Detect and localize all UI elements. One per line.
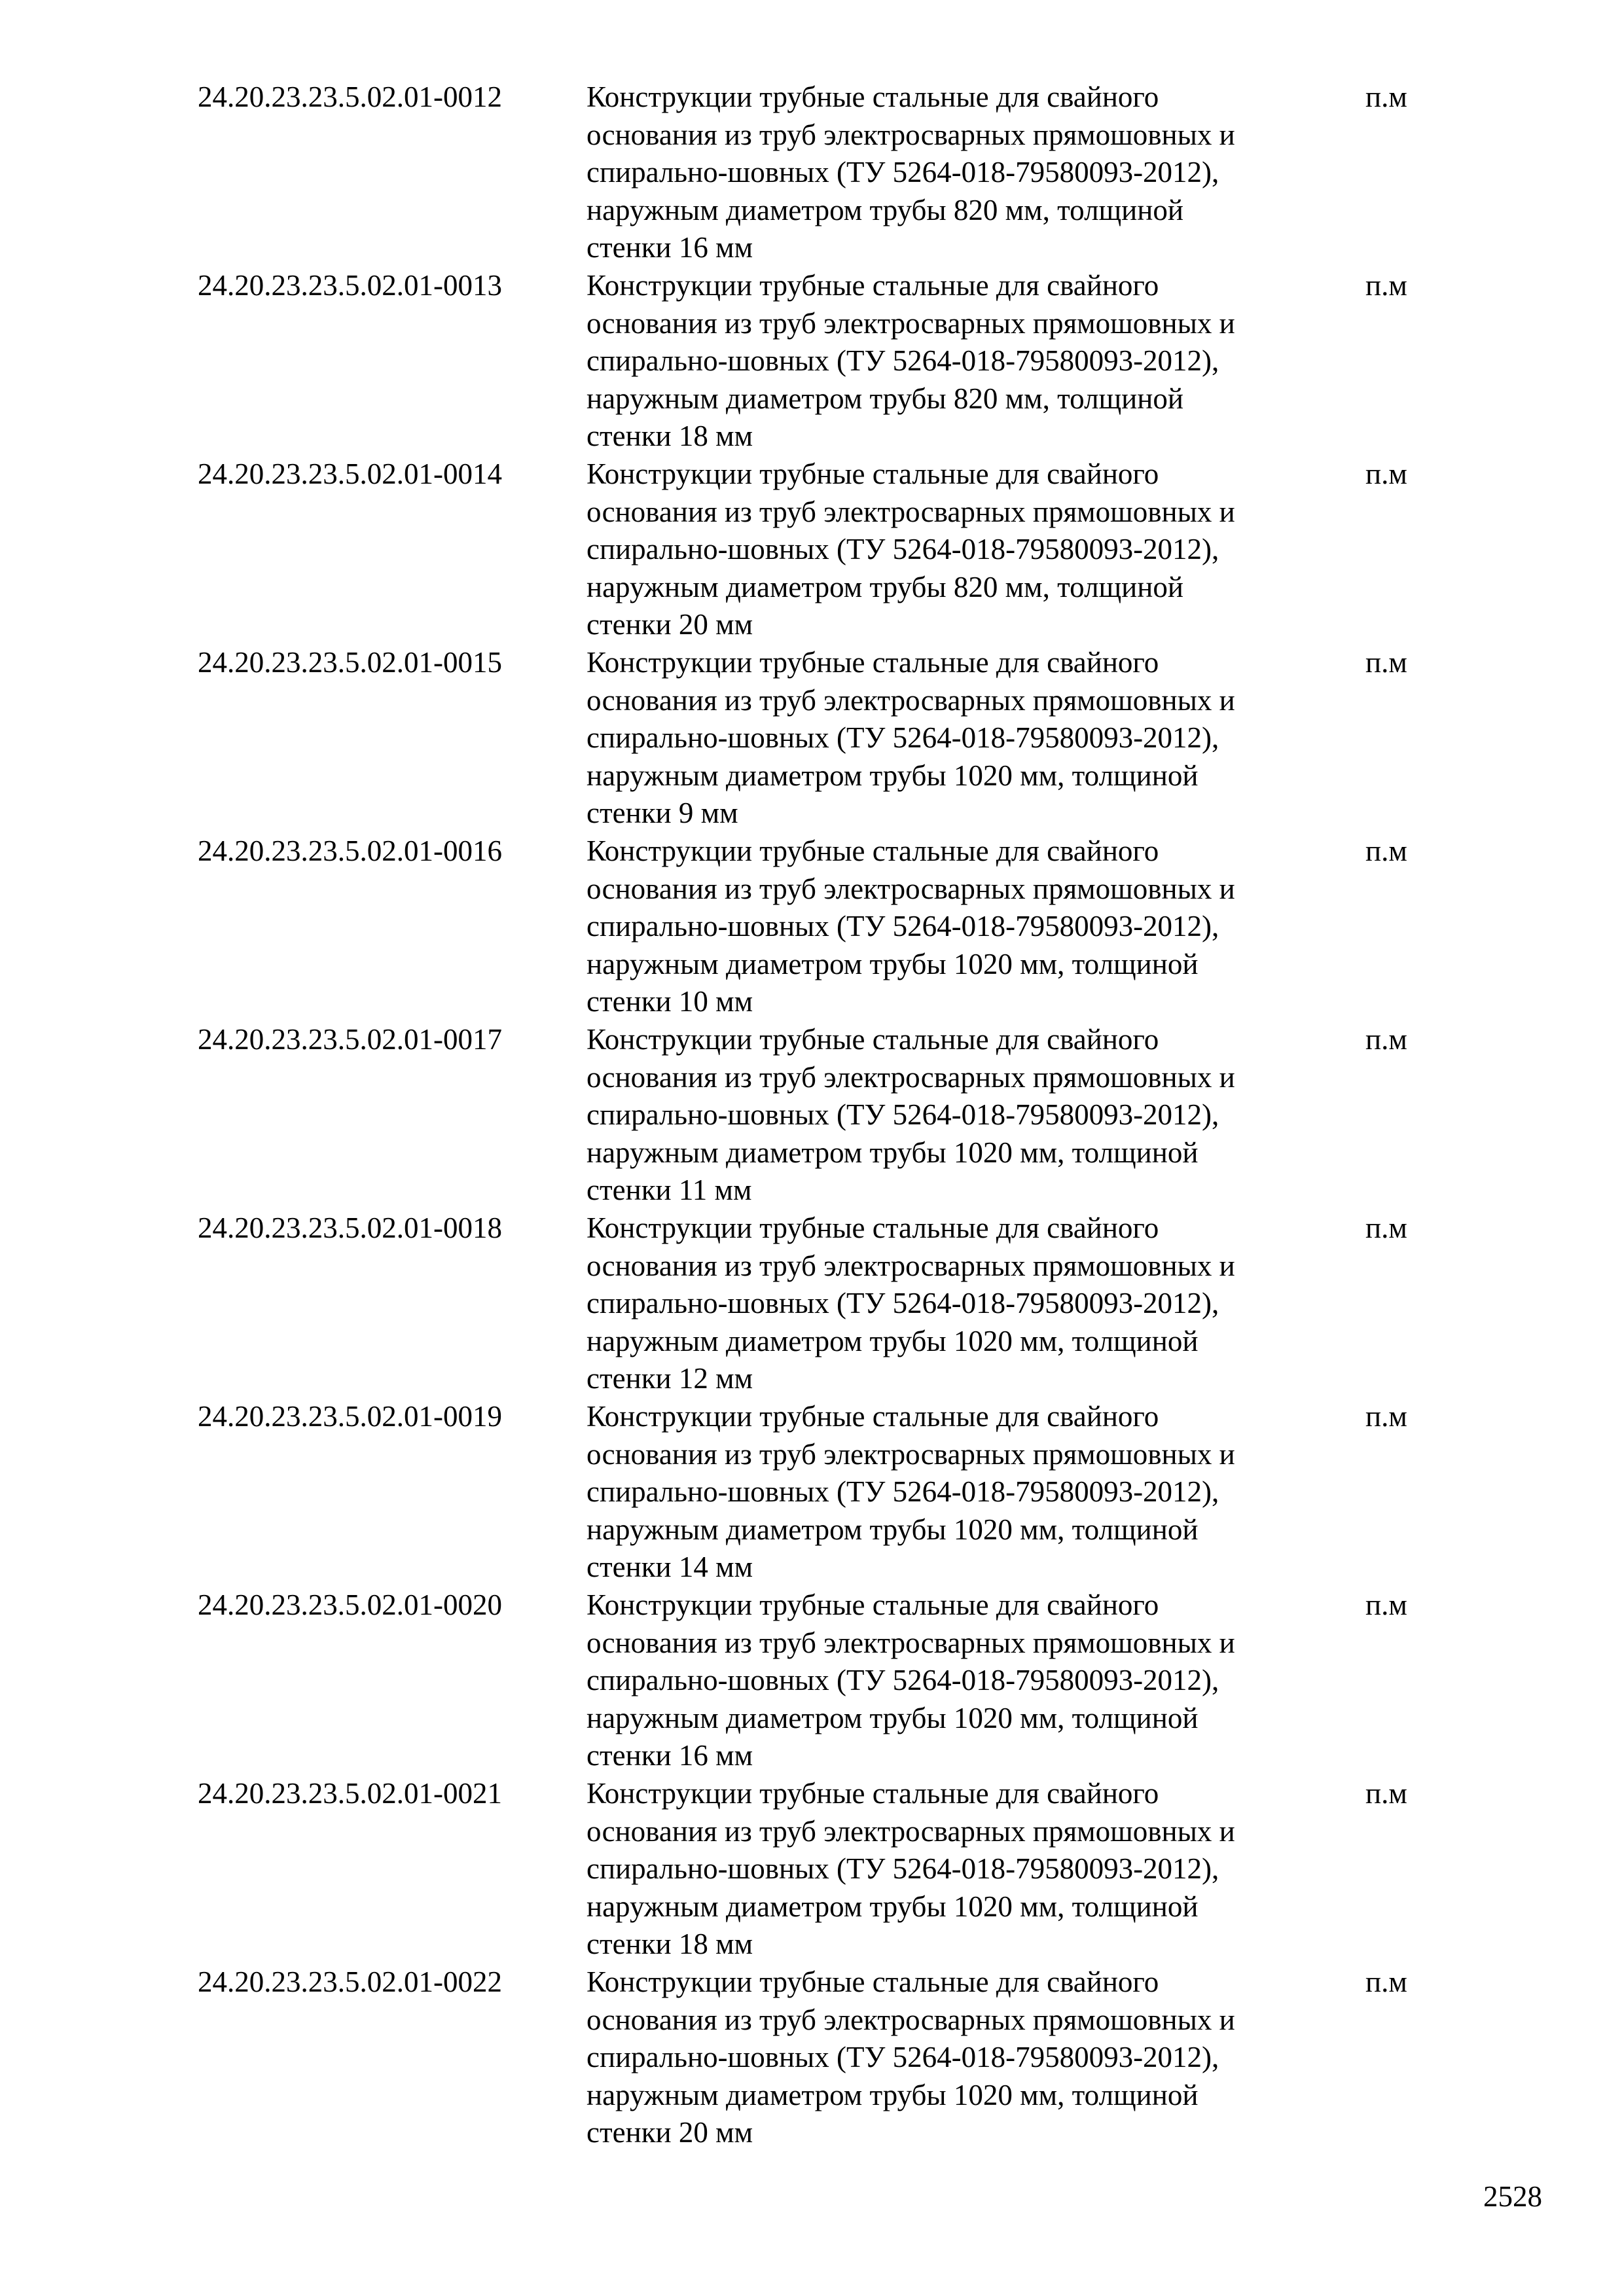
description-line: Конструкции трубные стальные для свайного	[586, 1211, 1159, 1244]
description-line: наружным диаметром трубы 1020 мм, толщиной	[586, 1513, 1199, 1546]
description-line: стенки 18 мм	[586, 1928, 753, 1961]
resource-description	[586, 1398, 1326, 1587]
description-line: спирально-шовных (ТУ 5264-018-79580093-2012),	[586, 1475, 1219, 1509]
description-line: наружным диаметром трубы 1020 мм, толщиной	[586, 759, 1199, 792]
description-line: стенки 16 мм	[586, 1739, 753, 1772]
resource-code: 24.20.23.23.5.02.01-0020	[198, 1588, 502, 1621]
description-line: наружным диаметром трубы 1020 мм, толщиной	[586, 2078, 1199, 2111]
description-line: основания из труб электросварных прямошовных и	[586, 1060, 1235, 1094]
table-row	[198, 1021, 1468, 1210]
resource-unit: п.м	[1365, 1211, 1407, 1244]
description-line: наружным диаметром трубы 1020 мм, толщиной	[586, 947, 1199, 980]
description-line: наружным диаметром трубы 820 мм, толщиной	[586, 193, 1183, 226]
resource-code: 24.20.23.23.5.02.01-0012	[198, 81, 502, 113]
description-line: спирально-шовных (ТУ 5264-018-79580093-2012),	[586, 910, 1219, 943]
resource-unit: п.м	[1365, 457, 1407, 490]
description-line: основания из труб электросварных прямошовных и	[586, 118, 1235, 151]
description-line: Конструкции трубные стальные для свайного	[586, 1965, 1159, 1998]
resource-unit: п.м	[1365, 1023, 1407, 1056]
description-line: Конструкции трубные стальные для свайного	[586, 834, 1159, 867]
description-line: стенки 12 мм	[586, 1362, 753, 1395]
description-line: Конструкции трубные стальные для свайного	[586, 646, 1159, 679]
table-row	[198, 267, 1468, 456]
resource-unit: п.м	[1365, 1777, 1407, 1810]
table-row	[198, 79, 1468, 267]
description-line: наружным диаметром трубы 1020 мм, толщиной	[586, 1324, 1199, 1357]
description-line: стенки 11 мм	[586, 1174, 752, 1207]
description-line: Конструкции трубные стальные для свайного	[586, 457, 1159, 490]
resource-code: 24.20.23.23.5.02.01-0019	[198, 1400, 502, 1433]
resource-unit: п.м	[1365, 269, 1407, 302]
description-line: стенки 9 мм	[586, 797, 738, 830]
description-line: Конструкции трубные стальные для свайного	[586, 81, 1159, 113]
resource-description	[586, 267, 1326, 456]
resource-code: 24.20.23.23.5.02.01-0021	[198, 1777, 502, 1810]
resource-code: 24.20.23.23.5.02.01-0015	[198, 646, 502, 679]
table-row	[198, 644, 1468, 833]
resource-code: 24.20.23.23.5.02.01-0016	[198, 834, 502, 867]
description-line: Конструкции трубные стальные для свайного	[586, 1400, 1159, 1433]
resource-unit: п.м	[1365, 81, 1407, 113]
resource-description	[586, 1964, 1326, 2152]
table-row	[198, 833, 1468, 1021]
description-line: стенки 18 мм	[586, 420, 753, 453]
table-row	[198, 1398, 1468, 1587]
description-line: спирально-шовных (ТУ 5264-018-79580093-2012),	[586, 533, 1219, 566]
description-line: стенки 16 мм	[586, 231, 753, 264]
description-line: Конструкции трубные стальные для свайного	[586, 1588, 1159, 1621]
description-line: основания из труб электросварных прямошовных и	[586, 1626, 1235, 1659]
description-line: спирально-шовных (ТУ 5264-018-79580093-2012),	[586, 156, 1219, 189]
resource-unit: п.м	[1365, 646, 1407, 679]
resource-code: 24.20.23.23.5.02.01-0013	[198, 269, 502, 302]
description-line: основания из труб электросварных прямошовных и	[586, 872, 1235, 905]
description-line: стенки 14 мм	[586, 1551, 753, 1584]
resource-table	[198, 79, 1468, 2152]
description-line: основания из труб электросварных прямошовных и	[586, 2003, 1235, 2036]
resource-code: 24.20.23.23.5.02.01-0022	[198, 1965, 502, 1998]
description-line: Конструкции трубные стальные для свайного	[586, 269, 1159, 302]
resource-description	[586, 833, 1326, 1021]
description-line: основания из труб электросварных прямошовных и	[586, 683, 1235, 717]
description-line: спирально-шовных (ТУ 5264-018-79580093-2012),	[586, 2041, 1219, 2074]
description-line: наружным диаметром трубы 1020 мм, толщиной	[586, 1890, 1199, 1923]
resource-unit: п.м	[1365, 1965, 1407, 1998]
resource-description	[586, 644, 1326, 833]
table-row	[198, 1210, 1468, 1398]
resource-unit: п.м	[1365, 834, 1407, 867]
resource-unit: п.м	[1365, 1588, 1407, 1621]
table-row	[198, 1964, 1468, 2152]
description-line: стенки 10 мм	[586, 985, 753, 1018]
resource-description	[586, 1587, 1326, 1775]
description-line: спирально-шовных (ТУ 5264-018-79580093-2012),	[586, 344, 1219, 378]
resource-unit: п.м	[1365, 1400, 1407, 1433]
description-line: спирально-шовных (ТУ 5264-018-79580093-2012),	[586, 1664, 1219, 1697]
page-number: 2528	[1483, 2180, 1542, 2213]
description-line: основания из труб электросварных прямошовных и	[586, 495, 1235, 528]
table-row	[198, 1587, 1468, 1775]
resource-code: 24.20.23.23.5.02.01-0014	[198, 457, 502, 490]
table-row	[198, 456, 1468, 644]
description-line: основания из труб электросварных прямошовных и	[586, 1814, 1235, 1848]
resource-description	[586, 456, 1326, 644]
description-line: основания из труб электросварных прямошовных и	[586, 1437, 1235, 1471]
resource-description	[586, 1210, 1326, 1398]
description-line: стенки 20 мм	[586, 608, 753, 641]
description-line: наружным диаметром трубы 1020 мм, толщиной	[586, 1136, 1199, 1169]
description-line: основания из труб электросварных прямошовных и	[586, 306, 1235, 340]
description-line: спирально-шовных (ТУ 5264-018-79580093-2012),	[586, 721, 1219, 755]
description-line: основания из труб электросварных прямошовных и	[586, 1249, 1235, 1282]
description-line: Конструкции трубные стальные для свайного	[586, 1777, 1159, 1810]
description-line: наружным диаметром трубы 820 мм, толщиной	[586, 570, 1183, 603]
table-row	[198, 1775, 1468, 1964]
description-line: наружным диаметром трубы 820 мм, толщиной	[586, 382, 1183, 415]
description-line: наружным диаметром трубы 1020 мм, толщиной	[586, 1701, 1199, 1734]
description-line: стенки 20 мм	[586, 2116, 753, 2149]
description-line: спирально-шовных (ТУ 5264-018-79580093-2012),	[586, 1287, 1219, 1320]
resource-code: 24.20.23.23.5.02.01-0017	[198, 1023, 502, 1056]
resource-description	[586, 1021, 1326, 1210]
resource-description	[586, 1775, 1326, 1964]
resource-description	[586, 79, 1326, 267]
description-line: спирально-шовных (ТУ 5264-018-79580093-2012),	[586, 1098, 1219, 1132]
description-line: Конструкции трубные стальные для свайного	[586, 1023, 1159, 1056]
resource-code: 24.20.23.23.5.02.01-0018	[198, 1211, 502, 1244]
description-line: спирально-шовных (ТУ 5264-018-79580093-2012),	[586, 1852, 1219, 1886]
